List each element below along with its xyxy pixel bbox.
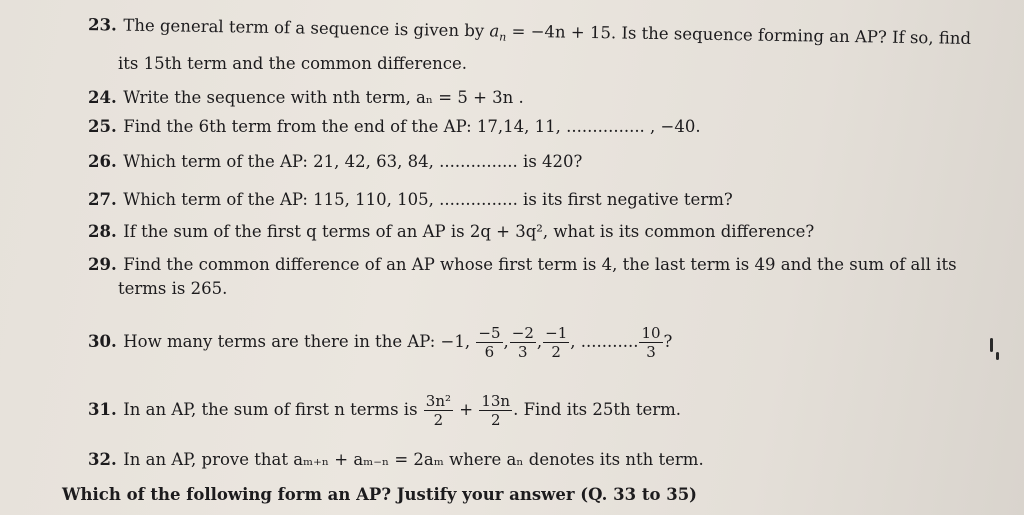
question-26 xyxy=(88,152,582,172)
question-text: In an AP, prove that aₘ₊ₙ + aₘ₋ₙ = 2aₘ where aₙ denotes its nth term. xyxy=(123,450,704,469)
question-number: 24. xyxy=(88,88,117,107)
question-text: Which term of the AP: 115, 110, 105, ............... is its first negative term? xyxy=(123,190,733,209)
question-23 xyxy=(88,15,971,51)
question-text: Which term of the AP: 21, 42, 63, 84, ............... is 420? xyxy=(123,152,583,171)
question-28 xyxy=(88,222,814,242)
margin-mark xyxy=(996,352,999,360)
question-text-cont: = −4n + 15. Is the sequence forming an AP? If so, find xyxy=(506,21,972,48)
question-number: 25. xyxy=(88,117,117,136)
question-29-continuation: terms is 265. xyxy=(118,279,228,298)
question-25 xyxy=(88,117,701,137)
question-number: 29. xyxy=(88,255,117,274)
fraction: $\frac{-2}{3}$ xyxy=(511,324,534,361)
question-text: Find the common difference of an AP whose first term is 4, the last term is 49 and the sum of all its xyxy=(123,255,957,274)
fraction: $\frac{13n}{2}$ xyxy=(481,392,511,429)
fraction: $\frac{\text{3n²}}{2}$ xyxy=(425,392,452,429)
question-text-cont: . Find its 25th term. xyxy=(513,400,682,419)
question-32 xyxy=(88,450,704,470)
fraction: $\frac{10}{3}$ xyxy=(641,324,661,361)
question-27 xyxy=(88,190,733,210)
question-number: 30. xyxy=(88,332,117,351)
question-29 xyxy=(88,255,957,275)
plus-sign: + xyxy=(454,400,479,419)
question-number: 26. xyxy=(88,152,117,171)
section-heading: Which of the following form an AP? Justify your answer (Q. 33 to 35) xyxy=(62,485,697,504)
question-text: Write the sequence with nth term, aₙ = 5 + 3n . xyxy=(123,88,524,107)
question-mark: ? xyxy=(663,332,673,351)
subscript-n: n xyxy=(499,30,507,44)
question-text: The general term of a sequence is given by xyxy=(123,15,490,41)
var-a: a xyxy=(489,21,500,41)
question-number: 23. xyxy=(87,15,117,35)
question-number: 31. xyxy=(88,400,117,419)
question-23-continuation: its 15th term and the common difference. xyxy=(118,54,467,73)
question-31 xyxy=(88,390,681,430)
ellipsis: , ........... xyxy=(570,332,639,351)
margin-mark xyxy=(990,338,993,352)
fraction: $\frac{-5}{6}$ xyxy=(478,324,501,361)
question-number: 27. xyxy=(88,190,117,209)
question-30: 30. How many terms are there in the AP: −1, $\frac{-5}{6}$ , $\frac{-2}{3}$ , $\frac{-1}{2}$ , ........... $\frac{10}{3}$ ? xyxy=(88,324,673,361)
question-text: Find the 6th term from the end of the AP: 17,14, 11, ............... , −40. xyxy=(123,117,701,136)
question-text: How many terms are there in the AP: −1, xyxy=(123,332,476,351)
fraction: $\frac{-1}{2}$ xyxy=(545,324,568,361)
question-24 xyxy=(88,88,524,108)
question-number: 28. xyxy=(88,222,117,241)
question-text: In an AP, the sum of first n terms is xyxy=(123,400,423,419)
question-number: 32. xyxy=(88,450,117,469)
question-text: If the sum of the first q terms of an AP is 2q + 3q², what is its common difference? xyxy=(123,222,815,241)
